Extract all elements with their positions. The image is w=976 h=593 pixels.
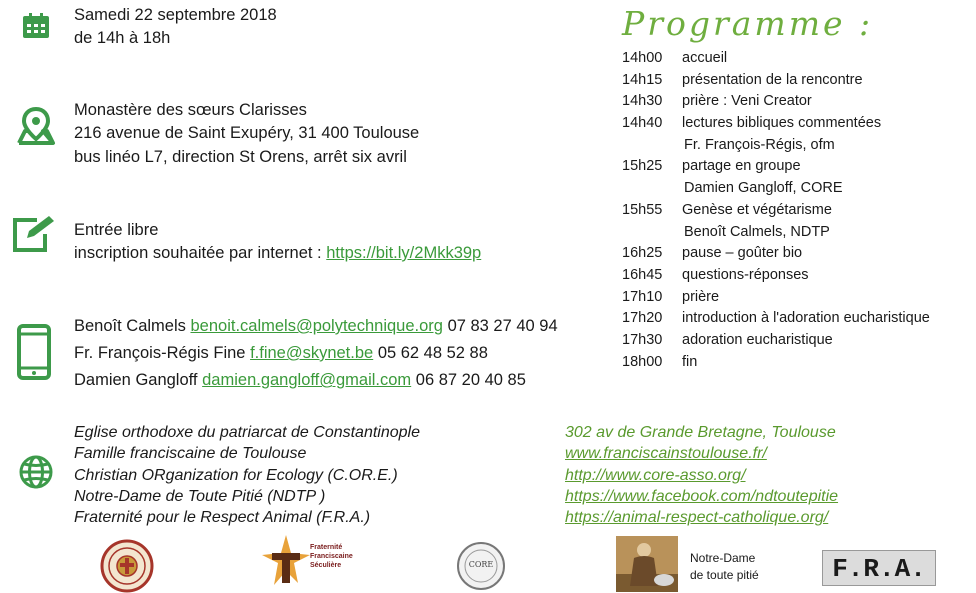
programme-item: [622, 113, 976, 135]
contact-email-link[interactable]: f.fine@skynet.be: [250, 344, 374, 362]
map-pin-icon: [15, 105, 57, 147]
contact-name: Fr. François-Régis Fine: [74, 344, 246, 362]
site-address: 302 av de Grande Bretagne, Toulouse: [565, 424, 836, 441]
sites-list: [565, 422, 838, 528]
programme-title: Programme :: [622, 4, 874, 43]
programme-label: lectures bibliques commentées: [682, 115, 882, 132]
registration-link[interactable]: https://bit.ly/2Mkk39p: [326, 244, 482, 262]
globe-icon: [18, 454, 54, 490]
site-link[interactable]: https://animal-respect-catholique.org/: [565, 509, 829, 527]
programme-label: adoration eucharistique: [682, 331, 833, 348]
programme-time: 15h55: [622, 201, 663, 218]
ndtp-logo-text: Notre-Dame: [690, 551, 756, 565]
organization-item: Fraternité pour le Respect Animal (F.R.A.): [74, 509, 371, 527]
programme-item: [622, 308, 976, 330]
tau-cross-icon: [258, 533, 314, 589]
edit-icon: [11, 214, 57, 254]
programme-time: 18h00: [622, 353, 663, 370]
contact-name: Damien Gangloff: [74, 371, 198, 389]
contact-row: [74, 369, 526, 391]
programme-item: [622, 287, 976, 309]
calendar-icon: [22, 13, 50, 39]
phone-icon: [17, 324, 51, 380]
programme-label: prière : Veni Creator: [682, 93, 812, 110]
event-hours: de 14h à 18h: [74, 29, 171, 47]
programme-label: questions-réponses: [682, 266, 809, 283]
programme-label: prière: [682, 288, 720, 305]
contact-phone: 06 87 20 40 85: [415, 371, 526, 389]
programme-label: Genèse et végétarisme: [682, 201, 832, 218]
programme-time: 14h00: [622, 50, 663, 66]
orthodox-seal-logo: [100, 539, 154, 593]
programme-time: 17h10: [622, 288, 663, 305]
franciscan-logo-text: Franciscaine: [310, 553, 353, 560]
programme-time: 16h45: [622, 266, 663, 283]
site-link[interactable]: http://www.core-asso.org/: [565, 466, 746, 484]
programme-item: [622, 156, 976, 178]
programme-time: 15h25: [622, 158, 663, 175]
programme-time: 14h15: [622, 71, 663, 88]
core-logo-text: CORE: [468, 560, 494, 569]
programme-item: [622, 200, 976, 222]
location-name: Monastère des sœurs Clarisses: [74, 101, 307, 119]
event-date: Samedi 22 septembre 2018: [74, 6, 277, 24]
programme-speaker: [622, 222, 976, 244]
programme-time: 16h25: [622, 245, 663, 262]
site-link[interactable]: www.franciscainstoulouse.fr/: [565, 445, 767, 463]
programme-item: [622, 265, 976, 287]
programme-speaker: [622, 178, 976, 200]
entry-free: Entrée libre: [74, 221, 159, 239]
organization-item: Notre-Dame de Toute Pitié (NDTP ): [74, 487, 326, 505]
programme-label: fin: [682, 353, 698, 370]
programme-item: [622, 48, 976, 70]
programme-label: pause – goûter bio: [682, 245, 803, 262]
contact-name: Benoît Calmels: [74, 317, 186, 335]
programme-label: présentation de la rencontre: [682, 71, 863, 88]
programme-speaker-name: Fr. François-Régis, ofm: [684, 136, 835, 153]
programme-item: [622, 352, 976, 374]
fra-logo: [822, 550, 936, 586]
registration-line: [74, 242, 481, 264]
ndtp-logo-text: de toute pitié: [690, 568, 759, 582]
programme-item: [622, 243, 976, 265]
organizations-list: [74, 422, 420, 528]
programme-time: 14h30: [622, 93, 663, 110]
programme-time: 14h40: [622, 115, 663, 132]
ndtp-logo: [616, 536, 776, 592]
organization-item: Eglise orthodoxe du patriarcat de Constantinople: [74, 424, 420, 441]
saint-francis-image-icon: [616, 536, 678, 592]
franciscan-logo-text: Fraternité: [310, 544, 343, 551]
organization-item: Famille franciscaine de Toulouse: [74, 445, 307, 463]
programme-item: [622, 91, 976, 113]
location-address: 216 avenue de Saint Exupéry, 31 400 Toulouse: [74, 124, 420, 142]
franciscan-logo-text: Séculière: [310, 562, 342, 569]
site-link[interactable]: https://www.facebook.com/ndtoutepitie: [565, 487, 839, 505]
programme-item: [622, 70, 976, 92]
programme-label: introduction à l'adoration eucharistique: [682, 310, 930, 327]
contact-phone: 05 62 48 52 88: [377, 344, 488, 362]
programme-speaker-name: Damien Gangloff, CORE: [684, 180, 843, 197]
registration-text: inscription souhaitée par internet :: [74, 244, 327, 262]
contact-phone: 07 83 27 40 94: [447, 317, 558, 335]
programme-label: accueil: [682, 50, 728, 66]
contact-email-link[interactable]: benoit.calmels@polytechnique.org: [190, 317, 443, 335]
organization-item: Christian ORganization for Ecology (C.OR.E.): [74, 466, 398, 484]
programme-item: [622, 330, 976, 352]
programme-speaker: [622, 135, 976, 157]
programme-list: [622, 48, 976, 373]
location-transport: bus linéo L7, direction St Orens, arrêt six avril: [74, 148, 407, 166]
contact-row: [74, 315, 558, 337]
fra-logo-text: F.R.A.: [832, 554, 926, 584]
programme-time: 17h30: [622, 331, 663, 348]
programme-time: 17h20: [622, 310, 663, 327]
core-logo: [456, 541, 506, 591]
franciscan-logo: [258, 533, 368, 589]
contact-row: [74, 342, 488, 364]
programme-speaker-name: Benoît Calmels, NDTP: [684, 223, 830, 240]
contact-email-link[interactable]: damien.gangloff@gmail.com: [202, 371, 412, 389]
programme-label: partage en groupe: [682, 158, 801, 175]
